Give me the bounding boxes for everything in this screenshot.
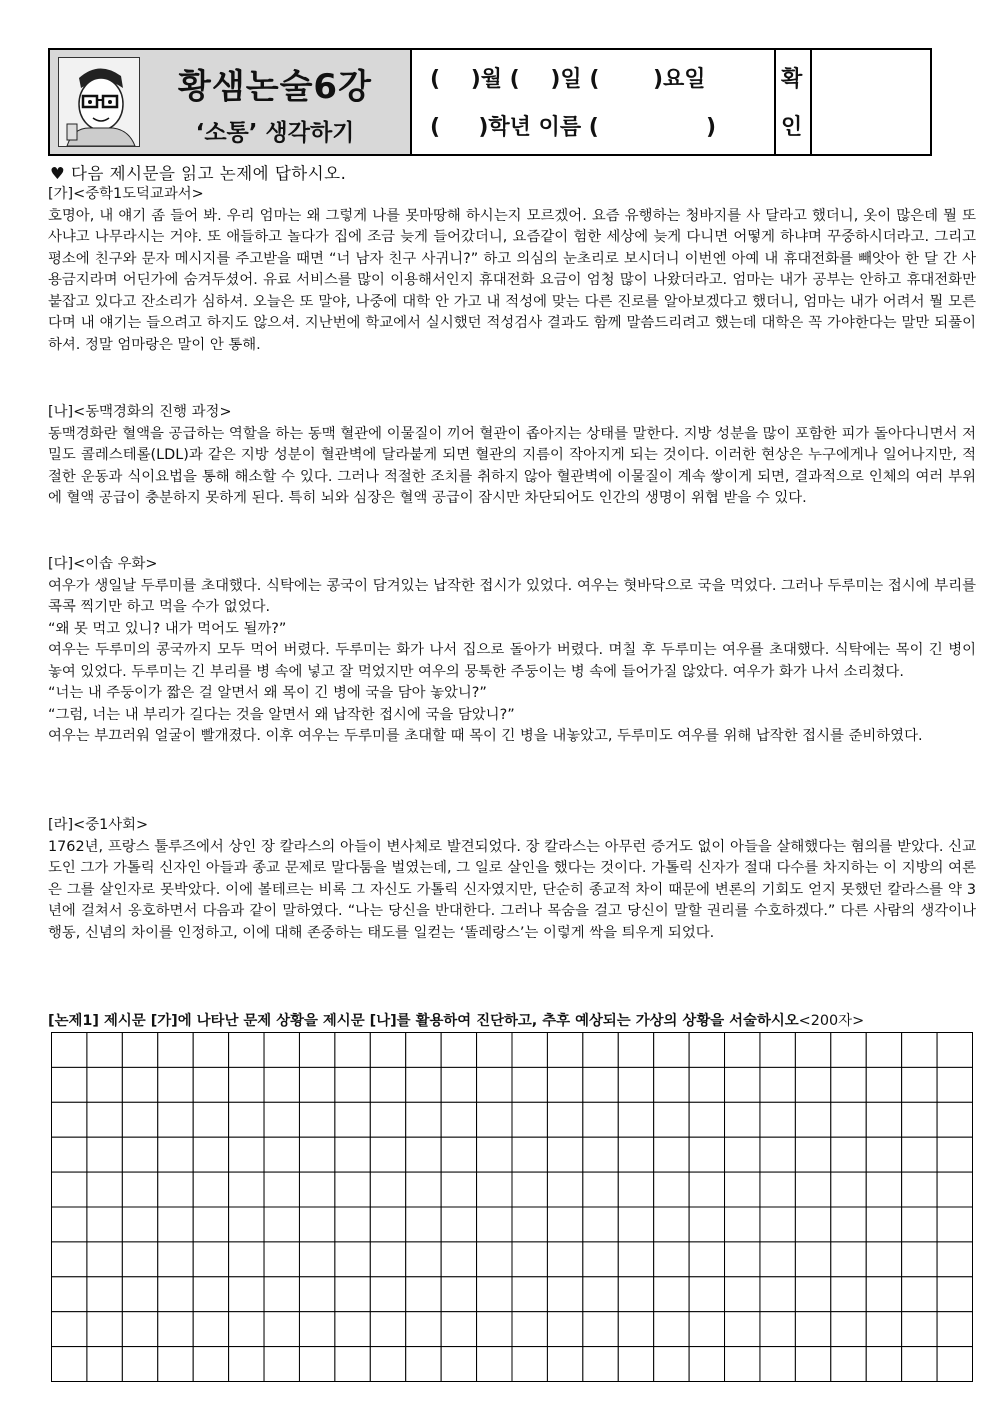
grid-cell[interactable] xyxy=(441,1242,476,1277)
grid-cell[interactable] xyxy=(477,1102,512,1137)
grid-cell[interactable] xyxy=(264,1347,299,1382)
grid-cell[interactable] xyxy=(477,1277,512,1312)
grid-cell[interactable] xyxy=(831,1207,866,1242)
grid-cell[interactable] xyxy=(760,1102,795,1137)
grid-cell[interactable] xyxy=(477,1033,512,1068)
grid-cell[interactable] xyxy=(866,1312,901,1347)
grid-cell[interactable] xyxy=(547,1172,582,1207)
grid-cell[interactable] xyxy=(299,1242,334,1277)
grid-cell[interactable] xyxy=(370,1067,405,1102)
grid-cell[interactable] xyxy=(122,1137,157,1172)
grid-cell[interactable] xyxy=(264,1102,299,1137)
grid-cell[interactable] xyxy=(725,1242,760,1277)
grid-cell[interactable] xyxy=(618,1033,653,1068)
grid-cell[interactable] xyxy=(583,1102,618,1137)
grid-cell[interactable] xyxy=(547,1137,582,1172)
grid-cell[interactable] xyxy=(689,1137,724,1172)
grid-cell[interactable] xyxy=(512,1033,547,1068)
grid-cell[interactable] xyxy=(299,1312,334,1347)
grid-cell[interactable] xyxy=(158,1277,193,1312)
grid-cell[interactable] xyxy=(937,1033,972,1068)
grid-cell[interactable] xyxy=(264,1207,299,1242)
grid-cell[interactable] xyxy=(122,1102,157,1137)
grid-cell[interactable] xyxy=(441,1137,476,1172)
grid-cell[interactable] xyxy=(618,1137,653,1172)
grid-cell[interactable] xyxy=(512,1312,547,1347)
grid-cell[interactable] xyxy=(512,1102,547,1137)
grid-cell[interactable] xyxy=(618,1277,653,1312)
grid-cell[interactable] xyxy=(760,1242,795,1277)
grid-cell[interactable] xyxy=(158,1067,193,1102)
grid-cell[interactable] xyxy=(583,1312,618,1347)
grid-cell[interactable] xyxy=(902,1347,937,1382)
passage-dialogue: “왜 못 먹고 있니? 내가 먹어도 될까?” xyxy=(48,620,287,637)
grid-cell[interactable] xyxy=(370,1102,405,1137)
grid-cell[interactable] xyxy=(618,1347,653,1382)
grid-cell[interactable] xyxy=(335,1242,370,1277)
grid-cell[interactable] xyxy=(654,1242,689,1277)
grid-cell[interactable] xyxy=(264,1067,299,1102)
grid-cell[interactable] xyxy=(725,1137,760,1172)
grid-cell[interactable] xyxy=(335,1277,370,1312)
grid-cell[interactable] xyxy=(760,1067,795,1102)
grid-cell[interactable] xyxy=(689,1067,724,1102)
grid-cell[interactable] xyxy=(229,1033,264,1068)
grid-cell[interactable] xyxy=(654,1102,689,1137)
grid-cell[interactable] xyxy=(370,1207,405,1242)
grid-cell[interactable] xyxy=(795,1277,830,1312)
grid-cell[interactable] xyxy=(122,1312,157,1347)
grid-cell[interactable] xyxy=(441,1312,476,1347)
worksheet-header xyxy=(48,48,932,156)
grid-cell[interactable] xyxy=(937,1207,972,1242)
grid-cell[interactable] xyxy=(654,1347,689,1382)
instruction: ♥ 다음 제시문을 읽고 논제에 답하시오. xyxy=(50,164,347,183)
grid-cell[interactable] xyxy=(512,1207,547,1242)
grid-cell[interactable] xyxy=(441,1347,476,1382)
grid-cell[interactable] xyxy=(866,1137,901,1172)
grid-cell[interactable] xyxy=(193,1312,228,1347)
grid-cell[interactable] xyxy=(725,1067,760,1102)
grid-cell[interactable] xyxy=(406,1137,441,1172)
grid-cell[interactable] xyxy=(193,1242,228,1277)
grid-cell[interactable] xyxy=(406,1312,441,1347)
grid-cell[interactable] xyxy=(229,1347,264,1382)
grid-cell[interactable] xyxy=(477,1207,512,1242)
grid-cell[interactable] xyxy=(122,1033,157,1068)
grid-cell[interactable] xyxy=(654,1172,689,1207)
grid-cell[interactable] xyxy=(52,1172,87,1207)
grid-cell[interactable] xyxy=(264,1312,299,1347)
grid-cell[interactable] xyxy=(87,1242,122,1277)
grid-cell[interactable] xyxy=(547,1277,582,1312)
grid-cell[interactable] xyxy=(477,1312,512,1347)
grid-cell[interactable] xyxy=(477,1242,512,1277)
grid-cell[interactable] xyxy=(512,1172,547,1207)
grid-cell[interactable] xyxy=(52,1137,87,1172)
grid-cell[interactable] xyxy=(406,1067,441,1102)
passage-da xyxy=(48,554,976,748)
grid-cell[interactable] xyxy=(264,1137,299,1172)
grid-cell[interactable] xyxy=(618,1102,653,1137)
grid-cell[interactable] xyxy=(902,1207,937,1242)
grid-cell[interactable] xyxy=(229,1172,264,1207)
grid-cell[interactable] xyxy=(477,1067,512,1102)
confirm-label-2: 인 xyxy=(781,115,803,140)
grid-cell[interactable] xyxy=(760,1347,795,1382)
grid-cell[interactable] xyxy=(299,1067,334,1102)
grid-cell[interactable] xyxy=(937,1347,972,1382)
passage-paragraph: 여우는 부끄러워 얼굴이 빨개졌다. 이후 여우는 두루미를 초대할 때 목이 긴 병을 내놓았고, 두루미도 여우를 위해 납작한 접시를 준비하였다. xyxy=(48,728,923,744)
grid-cell[interactable] xyxy=(689,1312,724,1347)
grid-cell[interactable] xyxy=(52,1347,87,1382)
teacher-caricature-icon xyxy=(59,58,139,146)
grid-cell[interactable] xyxy=(654,1312,689,1347)
grid-cell[interactable] xyxy=(441,1067,476,1102)
grid-cell[interactable] xyxy=(193,1277,228,1312)
grid-cell[interactable] xyxy=(654,1033,689,1068)
grid-cell[interactable] xyxy=(866,1033,901,1068)
grid-cell[interactable] xyxy=(725,1312,760,1347)
grid-cell[interactable] xyxy=(87,1137,122,1172)
grid-cell[interactable] xyxy=(795,1033,830,1068)
grid-cell[interactable] xyxy=(370,1347,405,1382)
grid-cell[interactable] xyxy=(158,1033,193,1068)
grid-cell[interactable] xyxy=(795,1102,830,1137)
grid-cell[interactable] xyxy=(760,1172,795,1207)
grid-cell[interactable] xyxy=(370,1172,405,1207)
grid-cell[interactable] xyxy=(87,1312,122,1347)
grid-cell[interactable] xyxy=(193,1102,228,1137)
grid-cell[interactable] xyxy=(299,1102,334,1137)
grid-cell[interactable] xyxy=(335,1312,370,1347)
grid-cell[interactable] xyxy=(122,1172,157,1207)
grid-cell[interactable] xyxy=(654,1277,689,1312)
passage-title: [가]<중학1도덕교과서> xyxy=(48,186,204,202)
grid-cell[interactable] xyxy=(370,1277,405,1312)
grid-cell[interactable] xyxy=(229,1137,264,1172)
grid-cell[interactable] xyxy=(654,1207,689,1242)
grid-cell[interactable] xyxy=(193,1207,228,1242)
grid-cell[interactable] xyxy=(902,1102,937,1137)
grid-cell[interactable] xyxy=(370,1033,405,1068)
grid-cell[interactable] xyxy=(937,1067,972,1102)
grid-cell[interactable] xyxy=(795,1137,830,1172)
essay-question xyxy=(48,1011,978,1031)
grid-cell[interactable] xyxy=(264,1033,299,1068)
grid-cell[interactable] xyxy=(193,1033,228,1068)
grid-cell[interactable] xyxy=(441,1033,476,1068)
grid-cell[interactable] xyxy=(229,1207,264,1242)
grid-cell[interactable] xyxy=(689,1207,724,1242)
grid-cell[interactable] xyxy=(335,1207,370,1242)
grid-cell[interactable] xyxy=(760,1033,795,1068)
date-field[interactable]: ( )월 ( )일 ( )요일 xyxy=(430,67,706,92)
grid-cell[interactable] xyxy=(547,1033,582,1068)
grid-cell[interactable] xyxy=(618,1312,653,1347)
grid-cell[interactable] xyxy=(547,1347,582,1382)
grid-cell[interactable] xyxy=(689,1347,724,1382)
grid-cell[interactable] xyxy=(831,1137,866,1172)
worksheet-title: 황샘논술6강 xyxy=(178,67,372,107)
grid-cell[interactable] xyxy=(193,1067,228,1102)
grid-cell[interactable] xyxy=(335,1067,370,1102)
grid-cell[interactable] xyxy=(441,1207,476,1242)
grid-cell[interactable] xyxy=(406,1347,441,1382)
grid-cell[interactable] xyxy=(87,1277,122,1312)
grid-cell[interactable] xyxy=(512,1347,547,1382)
grid-cell[interactable] xyxy=(760,1137,795,1172)
grid-cell[interactable] xyxy=(583,1033,618,1068)
grid-cell[interactable] xyxy=(902,1067,937,1102)
grid-cell[interactable] xyxy=(229,1067,264,1102)
grid-cell[interactable] xyxy=(87,1067,122,1102)
grid-cell[interactable] xyxy=(866,1067,901,1102)
grid-cell[interactable] xyxy=(441,1172,476,1207)
grid-cell[interactable] xyxy=(335,1137,370,1172)
grid-cell[interactable] xyxy=(122,1277,157,1312)
grid-cell[interactable] xyxy=(937,1172,972,1207)
grid-cell[interactable] xyxy=(158,1172,193,1207)
grid-cell[interactable] xyxy=(795,1347,830,1382)
grid-cell[interactable] xyxy=(831,1172,866,1207)
grid-cell[interactable] xyxy=(547,1242,582,1277)
grid-cell[interactable] xyxy=(689,1277,724,1312)
grid-cell[interactable] xyxy=(52,1242,87,1277)
grid-cell[interactable] xyxy=(831,1102,866,1137)
grid-cell[interactable] xyxy=(866,1242,901,1277)
grid-cell[interactable] xyxy=(654,1067,689,1102)
date-name-cell xyxy=(412,50,776,154)
grid-cell[interactable] xyxy=(866,1172,901,1207)
grid-cell[interactable] xyxy=(52,1277,87,1312)
grid-cell[interactable] xyxy=(335,1172,370,1207)
grid-cell[interactable] xyxy=(583,1277,618,1312)
grid-cell[interactable] xyxy=(831,1277,866,1312)
grid-cell[interactable] xyxy=(902,1312,937,1347)
grid-cell[interactable] xyxy=(512,1137,547,1172)
grid-cell[interactable] xyxy=(52,1067,87,1102)
passage-ra xyxy=(48,815,976,944)
grid-cell[interactable] xyxy=(760,1312,795,1347)
grid-cell[interactable] xyxy=(866,1207,901,1242)
confirm-label-cell xyxy=(776,50,812,154)
grid-cell[interactable] xyxy=(122,1347,157,1382)
grid-cell[interactable] xyxy=(52,1312,87,1347)
grid-cell[interactable] xyxy=(583,1242,618,1277)
passage-paragraph: 여우가 생일날 두루미를 초대했다. 식탁에는 콩국이 담겨있는 납작한 접시가 있었다. 여우는 혓바닥으로 국을 먹었다. 그러나 두루미는 접시에 부리를 콕콕 찍기만 하고 먹을 수가 없었다. xyxy=(48,577,976,615)
grid-cell[interactable] xyxy=(795,1312,830,1347)
grid-cell[interactable] xyxy=(87,1102,122,1137)
grid-cell[interactable] xyxy=(583,1137,618,1172)
grid-cell[interactable] xyxy=(477,1347,512,1382)
passage-title: [다]<이솝 우화> xyxy=(48,556,158,572)
grid-cell[interactable] xyxy=(406,1102,441,1137)
grid-cell[interactable] xyxy=(406,1207,441,1242)
grid-cell[interactable] xyxy=(158,1102,193,1137)
grid-cell[interactable] xyxy=(406,1242,441,1277)
grid-cell[interactable] xyxy=(902,1172,937,1207)
grid-cell[interactable] xyxy=(512,1067,547,1102)
grid-cell[interactable] xyxy=(618,1207,653,1242)
grid-cell[interactable] xyxy=(299,1277,334,1312)
grid-cell[interactable] xyxy=(902,1277,937,1312)
grid-cell[interactable] xyxy=(87,1347,122,1382)
passage-title: [라]<중1사회> xyxy=(48,817,149,833)
grid-cell[interactable] xyxy=(87,1033,122,1068)
grid-cell[interactable] xyxy=(725,1033,760,1068)
confirm-sign-box[interactable] xyxy=(812,50,930,154)
answer-grid-lines xyxy=(51,1032,973,1382)
grid-cell[interactable] xyxy=(264,1277,299,1312)
grid-cell[interactable] xyxy=(902,1242,937,1277)
grid-cell[interactable] xyxy=(406,1033,441,1068)
grid-cell[interactable] xyxy=(122,1207,157,1242)
grid-cell[interactable] xyxy=(264,1172,299,1207)
grid-cell[interactable] xyxy=(229,1102,264,1137)
grid-cell[interactable] xyxy=(158,1347,193,1382)
grid-cell[interactable] xyxy=(370,1312,405,1347)
grid-cell[interactable] xyxy=(299,1137,334,1172)
confirm-label-1: 확 xyxy=(781,67,803,92)
grid-cell[interactable] xyxy=(725,1277,760,1312)
passage-na xyxy=(48,402,976,510)
grid-cell[interactable] xyxy=(547,1312,582,1347)
grid-cell[interactable] xyxy=(512,1277,547,1312)
grid-cell[interactable] xyxy=(87,1207,122,1242)
character-limit: <200자> xyxy=(798,1013,865,1029)
grid-cell[interactable] xyxy=(831,1312,866,1347)
passage-title: [나]<동맥경화의 진행 과정> xyxy=(48,404,232,420)
grid-cell[interactable] xyxy=(406,1277,441,1312)
grid-cell[interactable] xyxy=(795,1207,830,1242)
grid-cell[interactable] xyxy=(547,1207,582,1242)
passage-body: 호명아, 내 얘기 좀 들어 봐. 우리 엄마는 왜 그렇게 나를 못마땅해 하시는지 모르겠어. 요즘 유행하는 청바지를 사 달라고 했더니, 옷이 많은데 뭘 또 사냐고 나무라시는 거야. 또 애들하고 놀다가 집에 조금 늦게 들어갔더니, 요즘같이 험한 세상에 늦게 다니면 어떻게 하냐며 꾸중하시더라고. 그리고 평소에 친구와 문자 메시지를 주고받을 때면 “너 남자 친구 사귀니?” 하고 의심의 눈초리로 보시더니 이번엔 아예 내 휴대전화를 빼앗아 한 달 간 사용금지라며 어딘가에 숨겨두셨어. 유료 서비스를 많이 이용해서인지 휴대전화 요금이 엄청 많이 나왔더라고. 엄마는 내가 공부는 안하고 휴대전화만 붙잡고 있다고 잔소리가 심하셔. 오늘은 또 말야, 나중에 대학 안 가고 내 적성에 맞는 다른 진로를 알아보겠다고 했더니, 엄마는 내가 어려서 뭘 모른다며 내 얘기는 들으려고 하지도 않으셔. 지난번에 학교에서 실시했던 적성검사 결과도 함께 말씀드리려고 했는데 대학은 꼭 가야한다는 말만 되풀이 하셔. 정말 엄마랑은 말이 안 통해. xyxy=(48,207,976,353)
passage-paragraph: 여우는 두루미의 콩국까지 모두 먹어 버렸다. 두루미는 화가 나서 집으로 돌아가 버렸다. 며칠 후 두루미는 여우를 초대했다. 식탁에는 목이 긴 병이 놓여 있었다. 두루미는 긴 부리를 병 속에 넣고 잘 먹었지만 여우의 뭉툭한 주둥이는 병 속에 들어가질 않았다. 여우가 화가 나서 소리쳤다. xyxy=(48,642,976,680)
grid-cell[interactable] xyxy=(87,1172,122,1207)
grid-cell[interactable] xyxy=(618,1172,653,1207)
grid-cell[interactable] xyxy=(654,1137,689,1172)
grade-name-field[interactable]: ( )학년 이름 ( ) xyxy=(430,115,717,140)
teacher-portrait xyxy=(58,57,140,147)
grid-cell[interactable] xyxy=(122,1242,157,1277)
grid-cell[interactable] xyxy=(937,1137,972,1172)
grid-cell[interactable] xyxy=(229,1242,264,1277)
grid-cell[interactable] xyxy=(866,1102,901,1137)
grid-cell[interactable] xyxy=(725,1172,760,1207)
answer-grid[interactable] xyxy=(51,1032,973,1382)
grid-cell[interactable] xyxy=(229,1312,264,1347)
grid-cell[interactable] xyxy=(477,1172,512,1207)
grid-cell[interactable] xyxy=(299,1172,334,1207)
grid-cell[interactable] xyxy=(866,1347,901,1382)
passage-dialogue: “너는 내 주둥이가 짧은 걸 알면서 왜 목이 긴 병에 국을 담아 놓았니?” xyxy=(48,685,487,701)
grid-cell[interactable] xyxy=(866,1277,901,1312)
grid-cell[interactable] xyxy=(831,1067,866,1102)
grid-cell[interactable] xyxy=(477,1137,512,1172)
grid-cell[interactable] xyxy=(335,1033,370,1068)
grid-cell[interactable] xyxy=(618,1242,653,1277)
grid-cell[interactable] xyxy=(760,1207,795,1242)
grid-cell[interactable] xyxy=(795,1242,830,1277)
grid-cell[interactable] xyxy=(583,1067,618,1102)
grid-cell[interactable] xyxy=(441,1102,476,1137)
grid-cell[interactable] xyxy=(547,1102,582,1137)
passage-dialogue: “그럼, 너는 내 부리가 길다는 것을 알면서 왜 납작한 접시에 국을 담았니?” xyxy=(48,706,515,723)
grid-cell[interactable] xyxy=(902,1033,937,1068)
grid-cell[interactable] xyxy=(689,1172,724,1207)
grid-cell[interactable] xyxy=(406,1172,441,1207)
grid-cell[interactable] xyxy=(937,1277,972,1312)
grid-cell[interactable] xyxy=(52,1207,87,1242)
grid-cell[interactable] xyxy=(370,1137,405,1172)
grid-cell[interactable] xyxy=(902,1137,937,1172)
grid-cell[interactable] xyxy=(795,1172,830,1207)
grid-cell[interactable] xyxy=(725,1207,760,1242)
passage-ga xyxy=(48,184,976,356)
grid-cell[interactable] xyxy=(689,1242,724,1277)
grid-cell[interactable] xyxy=(512,1242,547,1277)
grid-cell[interactable] xyxy=(158,1242,193,1277)
grid-cell[interactable] xyxy=(193,1347,228,1382)
question-text: [논제1] 제시문 [가]에 나타난 문제 상황을 제시문 [나]를 활용하여 진단하고, 추후 예상되는 가상의 상황을 서술하시오 xyxy=(48,1013,799,1029)
grid-cell[interactable] xyxy=(795,1067,830,1102)
grid-cell[interactable] xyxy=(937,1242,972,1277)
worksheet-subtitle: ‘소통’ 생각하기 xyxy=(195,120,355,146)
grid-cell[interactable] xyxy=(760,1277,795,1312)
grid-cell[interactable] xyxy=(583,1172,618,1207)
grid-cell[interactable] xyxy=(725,1347,760,1382)
grid-cell[interactable] xyxy=(158,1207,193,1242)
grid-cell[interactable] xyxy=(583,1347,618,1382)
grid-cell[interactable] xyxy=(831,1347,866,1382)
grid-cell[interactable] xyxy=(264,1242,299,1277)
grid-cell[interactable] xyxy=(193,1137,228,1172)
grid-cell[interactable] xyxy=(335,1347,370,1382)
grid-cell[interactable] xyxy=(122,1067,157,1102)
grid-cell[interactable] xyxy=(193,1172,228,1207)
grid-cell[interactable] xyxy=(547,1067,582,1102)
grid-cell[interactable] xyxy=(299,1033,334,1068)
grid-cell[interactable] xyxy=(583,1207,618,1242)
grid-cell[interactable] xyxy=(52,1033,87,1068)
grid-cell[interactable] xyxy=(725,1102,760,1137)
grid-cell[interactable] xyxy=(158,1312,193,1347)
grid-cell[interactable] xyxy=(158,1137,193,1172)
grid-cell[interactable] xyxy=(618,1067,653,1102)
grid-cell[interactable] xyxy=(689,1033,724,1068)
grid-cell[interactable] xyxy=(831,1033,866,1068)
grid-cell[interactable] xyxy=(299,1207,334,1242)
grid-cell[interactable] xyxy=(831,1242,866,1277)
grid-cell[interactable] xyxy=(370,1242,405,1277)
passage-body: 동맥경화란 혈액을 공급하는 역할을 하는 동맥 혈관에 이물질이 끼어 혈관이 좁아지는 상태를 말한다. 지방 성분을 많이 포함한 피가 돌아다니면서 저밀도 콜레스테롤(LDL)과 같은 지방 성분이 혈관벽에 달라붙게 되면 혈관의 지름이 작아지게 되는 것이다. 이러한 현상은 누구에게나 일어나지만, 적절한 운동과 식이요법을 통해 해소할 수 있다. 그러나 적절한 조치를 취하지 않아 혈관벽에 이물질이 계속 쌓이게 되면, 결과적으로 인체의 여러 부위에 혈액 공급이 충분하지 못하게 된다. 특히 뇌와 심장은 혈액 공급이 잠시만 차단되어도 인간의 생명이 위협 받을 수 있다. xyxy=(48,425,976,506)
passage-body: 1762년, 프랑스 툴루즈에서 상인 장 칼라스의 아들이 변사체로 발견되었다. 장 칼라스는 아무런 증거도 없이 아들을 살해했다는 혐의를 받았다. 신교도인 그가 가톨릭 신자인 아들과 종교 문제로 말다툼을 벌였는데, 그 일로 살인을 했다는 것이다. 가톨릭 신자가 절대 다수를 차지하는 이 지방의 여론은 그를 살인자로 못박았다. 이에 볼테르는 비록 그 자신도 가톨릭 신자였지만, 단순히 종교적 차이 때문에 변론의 기회도 얻지 못했던 칼라스를 약 3년에 걸쳐서 옹호하면서 다음과 같이 말하였다. “나는 당신을 반대한다. 그러나 목숨을 걸고 당신이 말할 권리를 수호하겠다.” 다른 사람의 생각이나 행동, 신념의 차이를 인정하고, 이에 대해 존중하는 태도를 일컫는 ‘똘레랑스’는 이렇게 싹을 틔우게 되었다. xyxy=(48,838,976,941)
grid-cell[interactable] xyxy=(52,1102,87,1137)
grid-cell[interactable] xyxy=(335,1102,370,1137)
grid-cell[interactable] xyxy=(299,1347,334,1382)
grid-cell[interactable] xyxy=(937,1102,972,1137)
grid-cell[interactable] xyxy=(689,1102,724,1137)
grid-cell[interactable] xyxy=(441,1277,476,1312)
grid-cell[interactable] xyxy=(229,1277,264,1312)
title-cell xyxy=(50,50,412,154)
grid-cell[interactable] xyxy=(937,1312,972,1347)
